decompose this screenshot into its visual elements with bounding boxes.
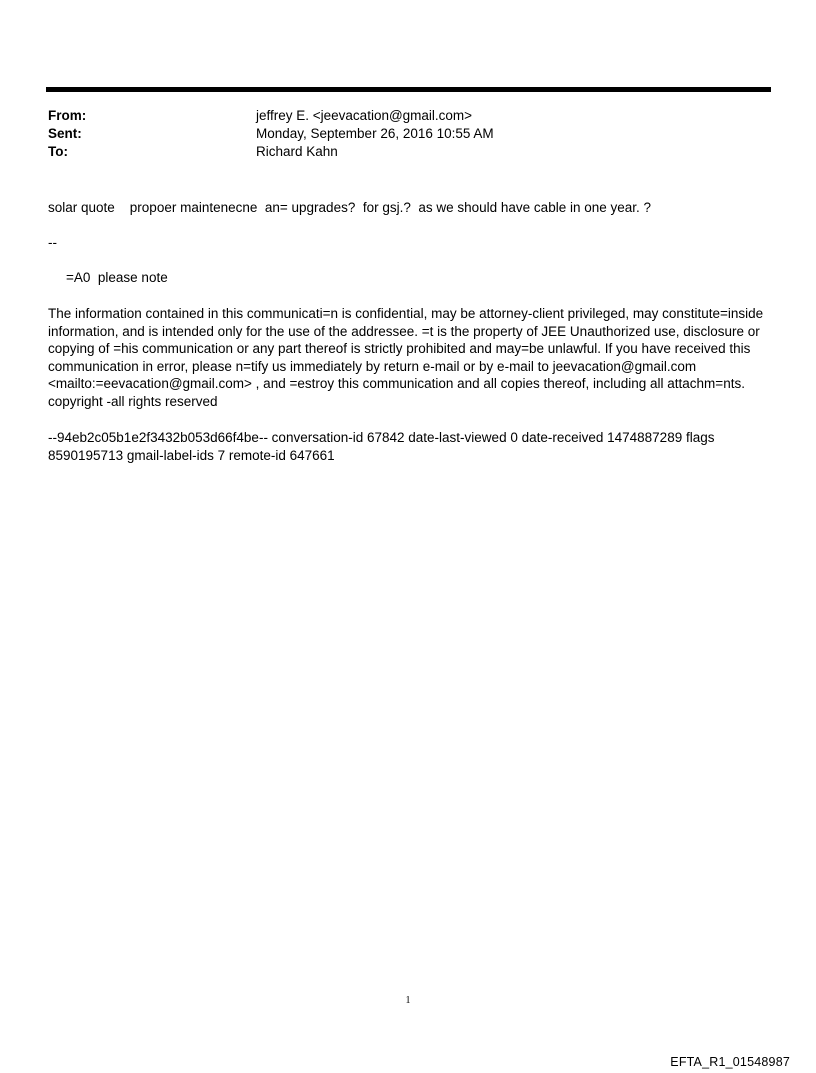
confidentiality-disclaimer: The information contained in this communicati=n is confidential, may be attorney-client privileged, may constitute=inside information, and is intended only for the use of the addressee. =t is the property of JEE Unauthorized use, disclosure or copying of =his communication or any part thereof is strictly prohibited and may=be unlawful. If you have received this communication in error, please n=tify us immediately by return e-mail or by e-mail to jeevacation@gmail.com <mailto:=eevacation@gmail.com> , and =estroy this communication and all copies thereof, including all attachm=nts. copyright -all rights reserved (48, 306, 764, 409)
message-metadata: --94eb2c05b1e2f3432b053d66f4be-- conversation-id 67842 date-last-viewed 0 date-received 1474887289 flags 8590195713 gmail-label-ids 7 remote-id 647661 (48, 430, 715, 463)
page-number: 1 (405, 995, 411, 1006)
from-value: jeffrey E. <jeevacation@gmail.com> (256, 108, 473, 123)
message-first-line: solar quote propoer maintenecne an= upgrades? for gsj.? as we should have cable in one year. ? (48, 200, 652, 215)
from-row (48, 107, 768, 125)
sent-label: Sent: (48, 126, 82, 141)
signature-separator: -- (48, 235, 57, 250)
email-headers (48, 107, 768, 161)
document-id: EFTA_R1_01548987 (670, 1055, 790, 1069)
to-row (48, 143, 768, 161)
sent-value: Monday, September 26, 2016 10:55 AM (256, 126, 494, 141)
to-label: To: (48, 144, 68, 159)
from-label: From: (48, 108, 87, 123)
to-value: Richard Kahn (256, 144, 338, 159)
header-divider-rule (46, 87, 771, 92)
sent-row (48, 125, 768, 143)
please-note-line: =A0 please note (66, 270, 168, 285)
